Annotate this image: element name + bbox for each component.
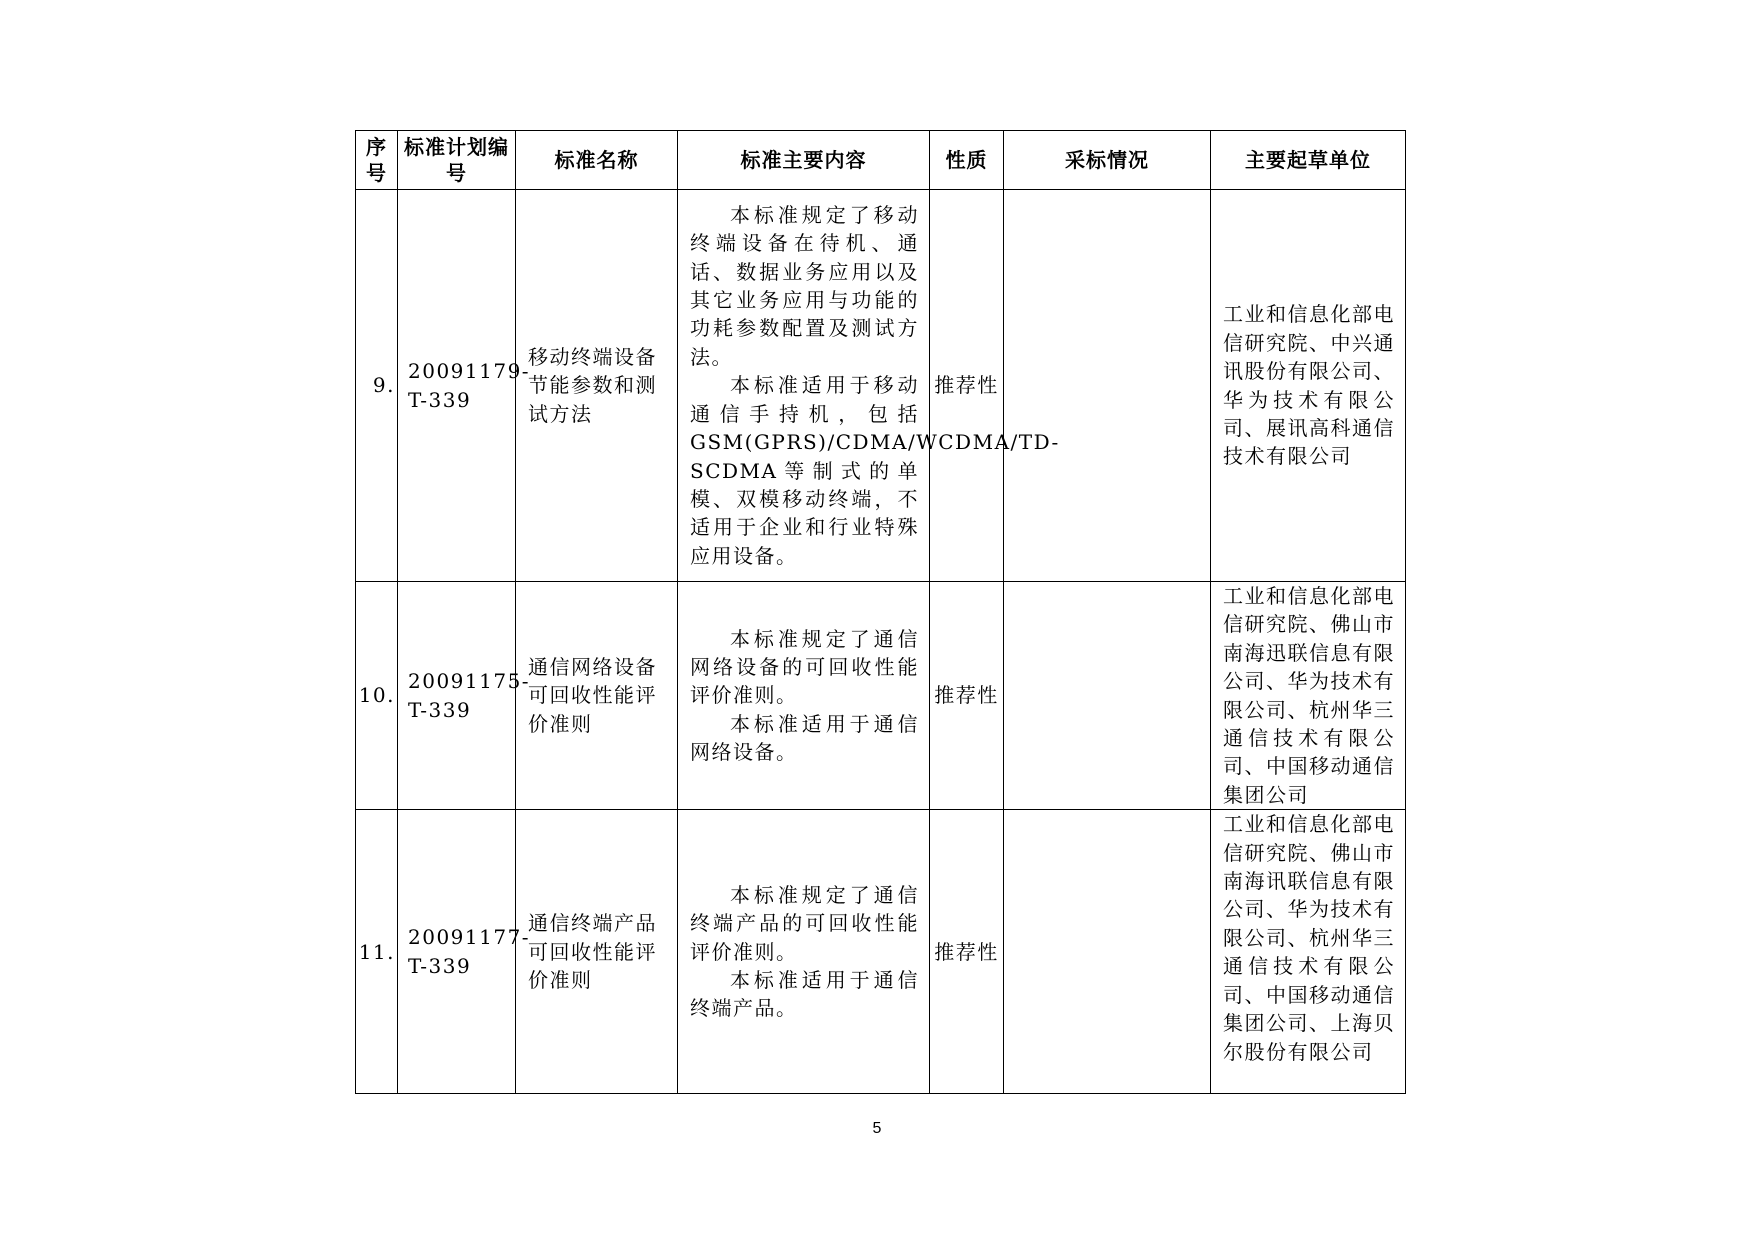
header-standard-name: 标准名称 <box>516 131 678 190</box>
header-plan-number: 标准计划编号 <box>398 131 516 190</box>
table-header <box>356 131 1406 190</box>
row-plan-number: 20091179-T-339 <box>398 190 516 582</box>
row-main-content <box>678 810 930 1094</box>
header-adoption: 采标情况 <box>1004 131 1211 190</box>
row-main-content <box>678 582 930 810</box>
row-plan-number: 20091175-T-339 <box>398 582 516 810</box>
row-seq: 11. <box>356 810 398 1094</box>
content-paragraph: 本标准规定了移动终端设备在待机、通话、数据业务应用以及其它业务应用与功能的功耗参数配置及测试方法。 <box>690 202 919 369</box>
content-paragraph: 本标准适用于通信终端产品。 <box>690 967 919 1021</box>
row-adoption <box>1004 190 1211 582</box>
header-seq: 序号 <box>356 131 398 190</box>
page-number: 5 <box>872 1120 882 1137</box>
row-adoption <box>1004 810 1211 1094</box>
content-paragraph: 本标准规定了通信网络设备的可回收性能评价准则。 <box>690 626 919 708</box>
row-seq: 9. <box>356 190 398 582</box>
header-nature: 性质 <box>930 131 1004 190</box>
table-row <box>356 810 1406 1094</box>
table-row <box>356 190 1406 582</box>
header-main-content: 标准主要内容 <box>678 131 930 190</box>
row-plan-number: 20091177-T-339 <box>398 810 516 1094</box>
content-paragraph: 本标准适用于移动通信手持机，包括GSM(GPRS)/CDMA/WCDMA/TD-SCDMA等制式的单模、双模移动终端，不适用于企业和行业特殊应用设备。 <box>690 373 1060 568</box>
table-row <box>356 582 1406 810</box>
row-nature: 推荐性 <box>930 190 1004 582</box>
content-paragraph: 本标准规定了通信终端产品的可回收性能评价准则。 <box>690 882 919 964</box>
row-seq: 10. <box>356 582 398 810</box>
header-row <box>356 131 1406 190</box>
header-drafters: 主要起草单位 <box>1211 131 1406 190</box>
row-nature: 推荐性 <box>930 582 1004 810</box>
row-drafters: 工业和信息化部电信研究院、佛山市南海讯联信息有限公司、华为技术有限公司、杭州华三通信技术有限公司、中国移动通信集团公司、上海贝尔股份有限公司 <box>1211 810 1406 1094</box>
row-standard-name: 通信终端产品可回收性能评价准则 <box>516 810 678 1094</box>
table-body <box>356 190 1406 1094</box>
content-paragraph: 本标准适用于通信网络设备。 <box>690 711 919 765</box>
row-standard-name: 移动终端设备节能参数和测试方法 <box>516 190 678 582</box>
standards-table <box>355 130 1406 1094</box>
row-drafters: 工业和信息化部电信研究院、中兴通讯股份有限公司、华为技术有限公司、展讯高科通信技术有限公司 <box>1211 190 1406 582</box>
row-drafters: 工业和信息化部电信研究院、佛山市南海迅联信息有限公司、华为技术有限公司、杭州华三通信技术有限公司、中国移动通信集团公司 <box>1211 582 1406 810</box>
row-nature: 推荐性 <box>930 810 1004 1094</box>
row-adoption <box>1004 582 1211 810</box>
row-standard-name: 通信网络设备可回收性能评价准则 <box>516 582 678 810</box>
